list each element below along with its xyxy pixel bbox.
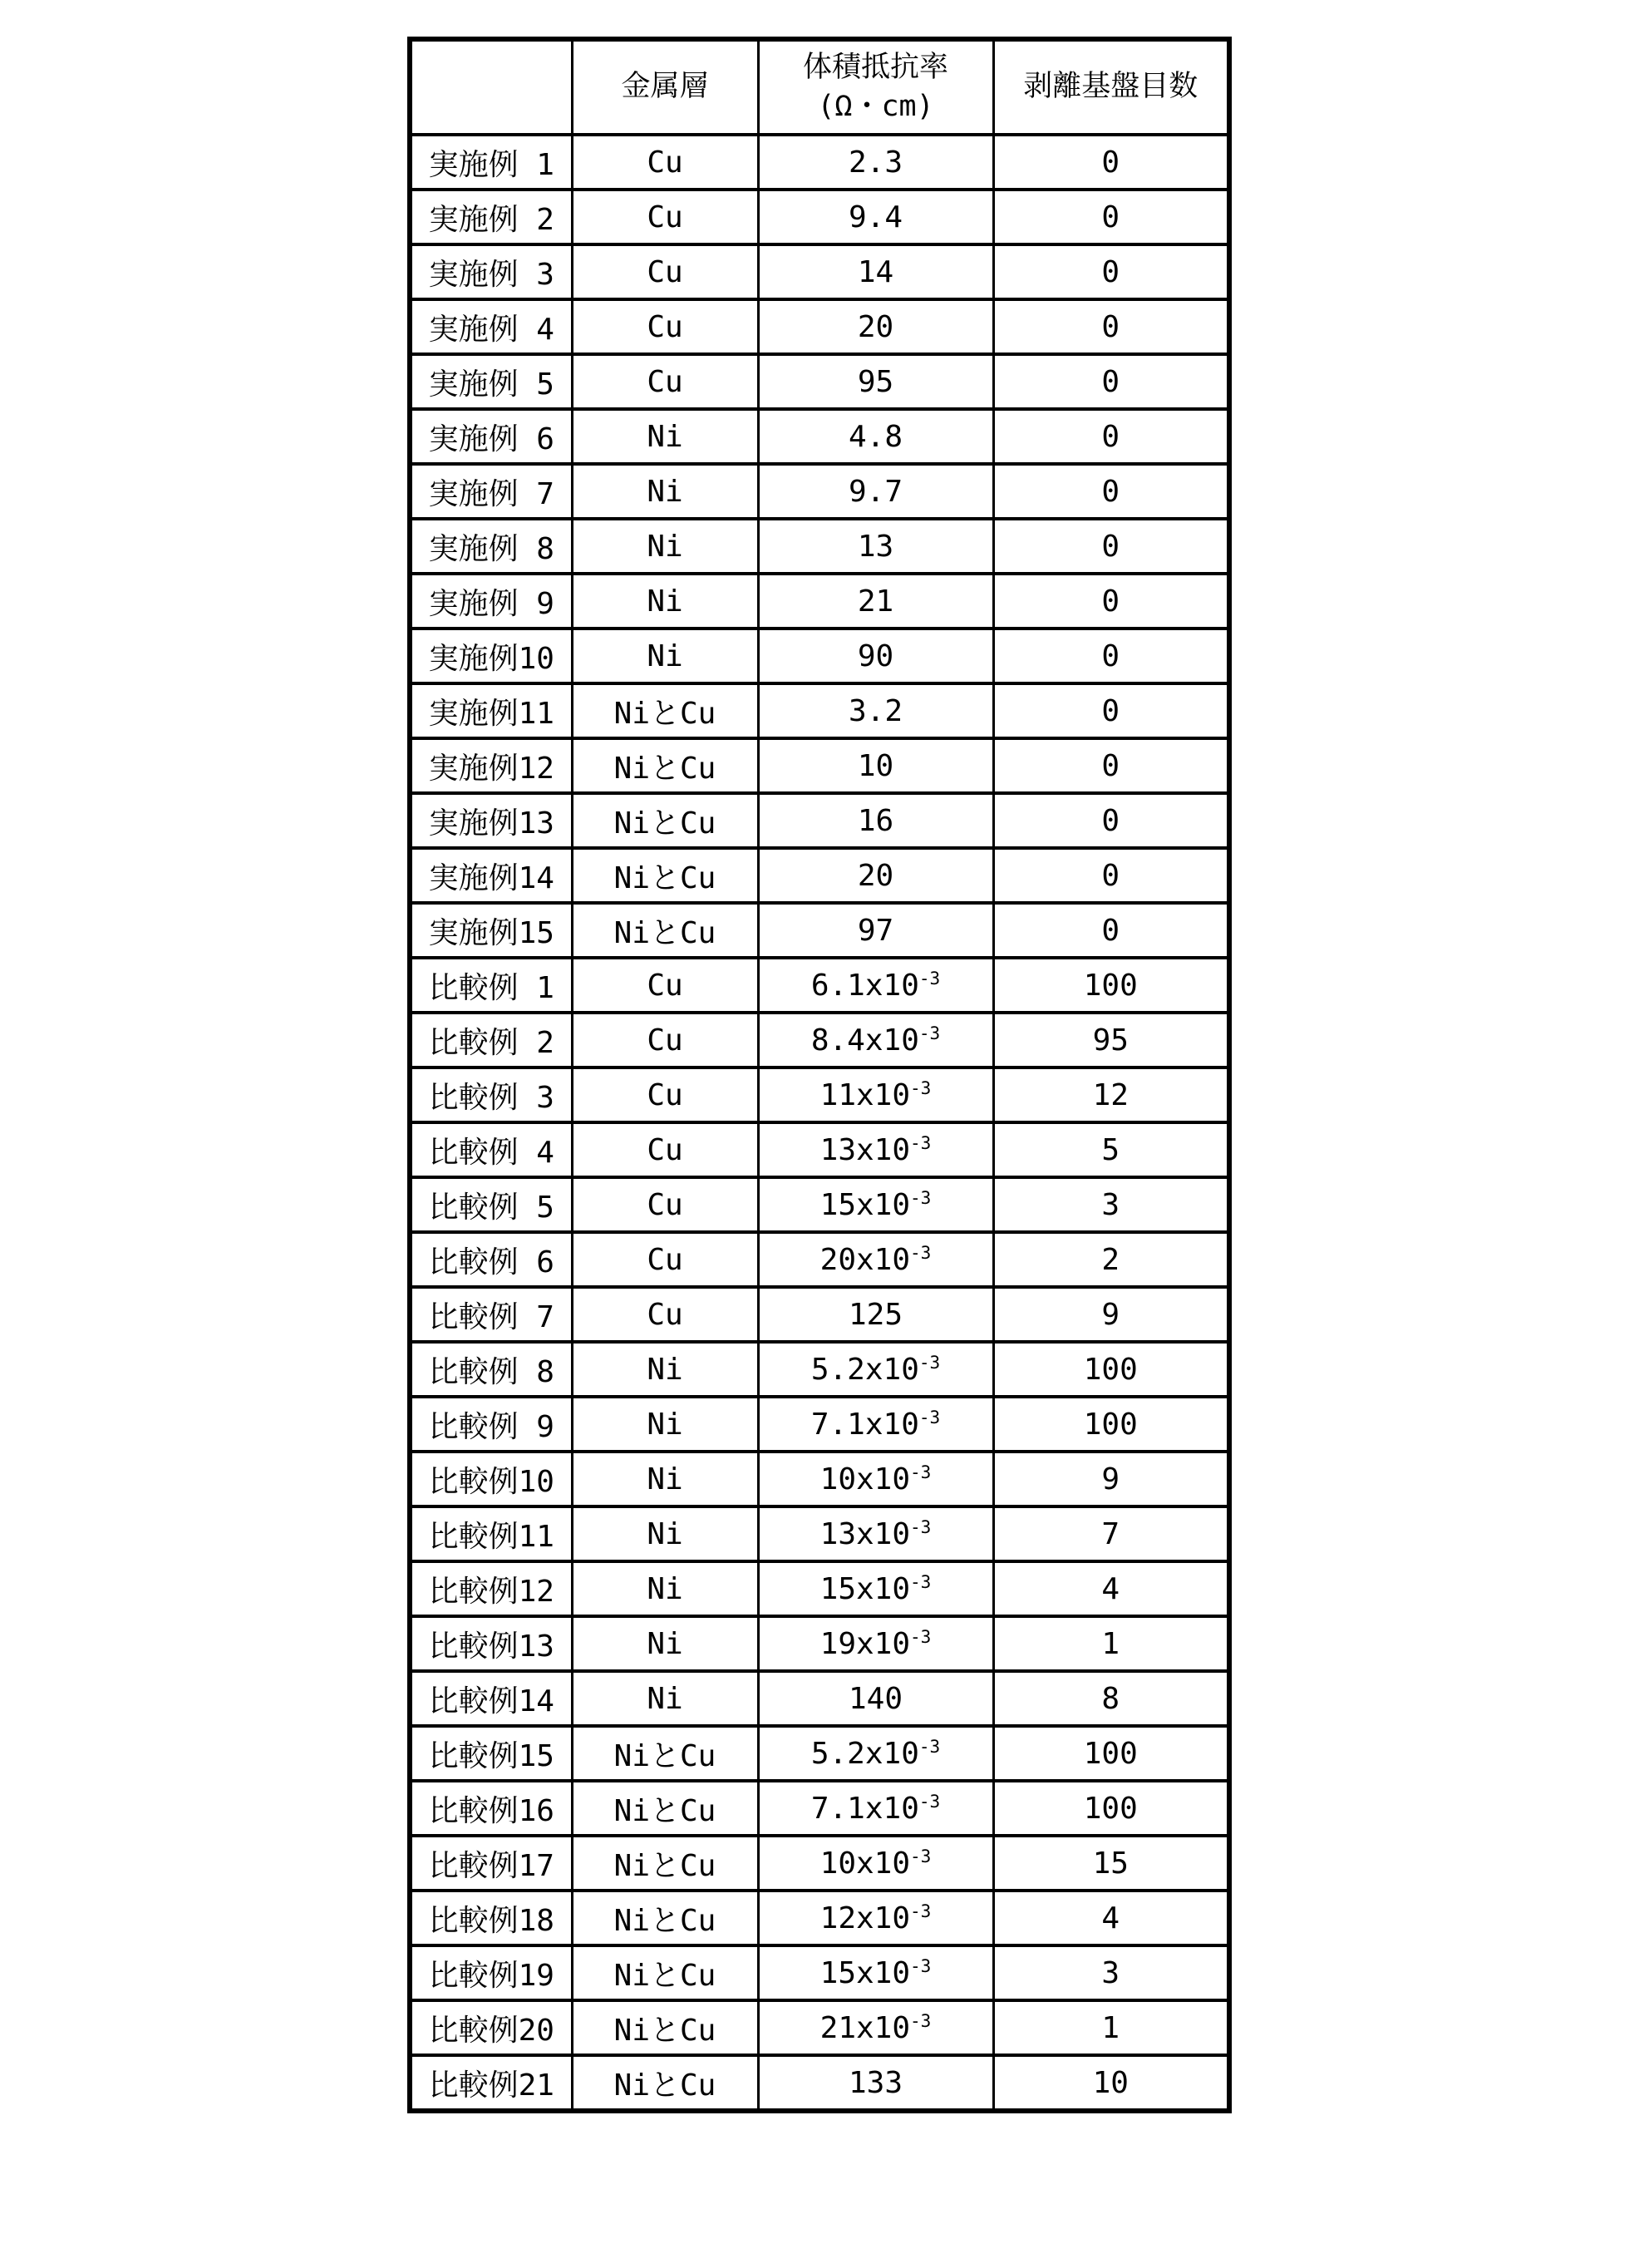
- metal-layer-cell: Ni: [572, 464, 758, 519]
- resistivity-cell: $12x10^{-3}$: [758, 1891, 993, 1945]
- peel-count-cell: 0: [993, 848, 1229, 903]
- metal-layer-cell: NiとCu: [572, 2000, 758, 2055]
- table-row: [410, 574, 1229, 629]
- resistivity-cell: 90: [758, 629, 993, 683]
- resistivity-exponent: -3: [910, 1242, 932, 1263]
- peel-count-cell: 10: [993, 2055, 1229, 2111]
- resistivity-cell: 133: [758, 2055, 993, 2111]
- resistivity-exponent: -3: [910, 1516, 932, 1537]
- peel-count-cell: 3: [993, 1177, 1229, 1232]
- row-label-cell: 実施例10: [410, 629, 572, 683]
- peel-count-cell: 0: [993, 574, 1229, 629]
- metal-layer-cell: Cu: [572, 1177, 758, 1232]
- resistivity-cell: 4.8: [758, 409, 993, 464]
- metal-layer-cell: NiとCu: [572, 1836, 758, 1891]
- row-label-cell: 比較例 1: [410, 958, 572, 1013]
- table-row: [410, 1287, 1229, 1342]
- row-label-cell: 比較例13: [410, 1616, 572, 1671]
- resistivity-cell: 21: [758, 574, 993, 629]
- table-row: [410, 519, 1229, 574]
- peel-count-cell: 1: [993, 2000, 1229, 2055]
- row-label-cell: 比較例 2: [410, 1013, 572, 1067]
- metal-layer-cell: NiとCu: [572, 848, 758, 903]
- row-label-cell: 比較例19: [410, 1945, 572, 2000]
- row-label-cell: 比較例20: [410, 2000, 572, 2055]
- volume-resistivity-title: 体積抵抗率: [802, 50, 948, 84]
- peel-count-cell: 12: [993, 1067, 1229, 1122]
- volume-resistivity-unit: (Ω・cm): [817, 90, 934, 123]
- peel-count-cell: 15: [993, 1836, 1229, 1891]
- resistivity-cell: 10: [758, 738, 993, 793]
- resistivity-cell: 20: [758, 299, 993, 354]
- row-label-cell: 比較例 4: [410, 1122, 572, 1177]
- metal-layer-cell: NiとCu: [572, 793, 758, 848]
- peel-count-cell: 100: [993, 1781, 1229, 1836]
- table-row: [410, 299, 1229, 354]
- metal-layer-cell: Cu: [572, 1287, 758, 1342]
- table-row: [410, 848, 1229, 903]
- row-label-cell: 比較例11: [410, 1506, 572, 1561]
- resistivity-exponent: -3: [910, 1571, 932, 1592]
- table-row: [410, 1781, 1229, 1836]
- peel-count-cell: 0: [993, 299, 1229, 354]
- peel-count-cell: 4: [993, 1891, 1229, 1945]
- metal-layer-cell: Cu: [572, 299, 758, 354]
- table-row: [410, 409, 1229, 464]
- table-row: [410, 958, 1229, 1013]
- peel-count-cell: 2: [993, 1232, 1229, 1287]
- resistivity-cell: $15x10^{-3}$: [758, 1177, 993, 1232]
- resistivity-cell: $13x10^{-3}$: [758, 1122, 993, 1177]
- table-row: [410, 629, 1229, 683]
- table-row: [410, 2055, 1229, 2111]
- resistivity-cell: $7.1x10^{-3}$: [758, 1781, 993, 1836]
- row-label-cell: 実施例 3: [410, 244, 572, 299]
- resistivity-exponent: -3: [910, 1901, 932, 1921]
- resistivity-cell: $15x10^{-3}$: [758, 1945, 993, 2000]
- table-row: [410, 1671, 1229, 1726]
- row-label-cell: 実施例 7: [410, 464, 572, 519]
- resistivity-cell: 125: [758, 1287, 993, 1342]
- resistivity-exponent: -3: [910, 1077, 932, 1098]
- metal-layer-cell: Cu: [572, 135, 758, 190]
- table-row: [410, 1452, 1229, 1506]
- peel-count-cell: 100: [993, 1397, 1229, 1452]
- row-label-cell: 比較例15: [410, 1726, 572, 1781]
- table-row: [410, 244, 1229, 299]
- metal-layer-cell: Cu: [572, 958, 758, 1013]
- resistivity-exponent: -3: [918, 1736, 941, 1757]
- peel-count-cell: 7: [993, 1506, 1229, 1561]
- table-row: [410, 793, 1229, 848]
- metal-layer-cell: Cu: [572, 244, 758, 299]
- resistivity-cell: $19x10^{-3}$: [758, 1616, 993, 1671]
- metal-layer-cell: Cu: [572, 1232, 758, 1287]
- peel-count-cell: 100: [993, 1726, 1229, 1781]
- peel-count-cell: 0: [993, 683, 1229, 738]
- resistivity-cell: $15x10^{-3}$: [758, 1561, 993, 1616]
- row-label-cell: 比較例12: [410, 1561, 572, 1616]
- table-row: [410, 1836, 1229, 1891]
- resistivity-exponent: -3: [910, 1626, 932, 1647]
- metal-layer-cell: Ni: [572, 409, 758, 464]
- peel-count-cell: 9: [993, 1287, 1229, 1342]
- resistivity-cell: 3.2: [758, 683, 993, 738]
- table-row: [410, 1122, 1229, 1177]
- peel-count-cell: 0: [993, 354, 1229, 409]
- resistivity-exponent: -3: [918, 1352, 941, 1373]
- row-label-cell: 比較例18: [410, 1891, 572, 1945]
- resistivity-cell: 14: [758, 244, 993, 299]
- table-row: [410, 1616, 1229, 1671]
- header-row: [410, 39, 1229, 135]
- peel-count-cell: 0: [993, 629, 1229, 683]
- row-label-cell: 比較例 5: [410, 1177, 572, 1232]
- resistivity-exponent: -3: [918, 1023, 941, 1043]
- metal-layer-cell: NiとCu: [572, 1891, 758, 1945]
- metal-layer-cell: Ni: [572, 1561, 758, 1616]
- peel-count-cell: 95: [993, 1013, 1229, 1067]
- table-row: [410, 1506, 1229, 1561]
- metal-layer-cell: Ni: [572, 629, 758, 683]
- table-row: [410, 1561, 1229, 1616]
- col-header-volume-resistivity: [758, 39, 993, 135]
- resistivity-cell: $8.4x10^{-3}$: [758, 1013, 993, 1067]
- table-row: [410, 135, 1229, 190]
- peel-count-cell: 9: [993, 1452, 1229, 1506]
- metal-layer-cell: Cu: [572, 354, 758, 409]
- table-row: [410, 738, 1229, 793]
- row-label-cell: 実施例11: [410, 683, 572, 738]
- peel-count-cell: 100: [993, 958, 1229, 1013]
- table-row: [410, 683, 1229, 738]
- peel-count-cell: 3: [993, 1945, 1229, 2000]
- resistivity-exponent: -3: [910, 1462, 932, 1482]
- table-row: [410, 1342, 1229, 1397]
- metal-layer-cell: Cu: [572, 1013, 758, 1067]
- resistivity-exponent: -3: [910, 2010, 932, 2031]
- resistivity-cell: $5.2x10^{-3}$: [758, 1342, 993, 1397]
- metal-layer-cell: NiとCu: [572, 683, 758, 738]
- row-label-cell: 実施例15: [410, 903, 572, 958]
- peel-count-cell: 5: [993, 1122, 1229, 1177]
- table-row: [410, 1232, 1229, 1287]
- peel-count-cell: 0: [993, 244, 1229, 299]
- resistivity-cell: $5.2x10^{-3}$: [758, 1726, 993, 1781]
- table-row: [410, 1177, 1229, 1232]
- metal-layer-cell: Ni: [572, 1671, 758, 1726]
- corner-cell: [410, 39, 572, 135]
- peel-count-cell: 4: [993, 1561, 1229, 1616]
- row-label-cell: 比較例14: [410, 1671, 572, 1726]
- metal-layer-cell: Ni: [572, 519, 758, 574]
- peel-count-cell: 0: [993, 903, 1229, 958]
- row-label-cell: 比較例17: [410, 1836, 572, 1891]
- resistivity-cell: 97: [758, 903, 993, 958]
- col-header-metal-layer: 金属層: [572, 39, 758, 135]
- resistivity-cell: $10x10^{-3}$: [758, 1452, 993, 1506]
- metal-layer-cell: NiとCu: [572, 1781, 758, 1836]
- metal-layer-cell: Cu: [572, 1122, 758, 1177]
- metal-layer-cell: NiとCu: [572, 1945, 758, 2000]
- table-row: [410, 903, 1229, 958]
- row-label-cell: 実施例 9: [410, 574, 572, 629]
- metal-layer-cell: NiとCu: [572, 903, 758, 958]
- table-row: [410, 464, 1229, 519]
- resistivity-cell: $21x10^{-3}$: [758, 2000, 993, 2055]
- metal-layer-cell: NiとCu: [572, 1726, 758, 1781]
- resistivity-exponent: -3: [918, 1407, 941, 1427]
- resistivity-cell: $11x10^{-3}$: [758, 1067, 993, 1122]
- table-row: [410, 1945, 1229, 2000]
- table-row: [410, 1726, 1229, 1781]
- peel-count-cell: 0: [993, 135, 1229, 190]
- resistivity-exponent: -3: [910, 1187, 932, 1208]
- peel-count-cell: 0: [993, 190, 1229, 244]
- peel-count-cell: 0: [993, 519, 1229, 574]
- row-label-cell: 比較例 3: [410, 1067, 572, 1122]
- metal-layer-cell: Cu: [572, 1067, 758, 1122]
- row-label-cell: 実施例 2: [410, 190, 572, 244]
- resistivity-cell: 95: [758, 354, 993, 409]
- row-label-cell: 比較例 8: [410, 1342, 572, 1397]
- metal-layer-cell: Ni: [572, 1397, 758, 1452]
- results-table: [407, 37, 1232, 2113]
- table-row: [410, 2000, 1229, 2055]
- row-label-cell: 実施例 8: [410, 519, 572, 574]
- resistivity-cell: 9.7: [758, 464, 993, 519]
- metal-layer-cell: NiとCu: [572, 738, 758, 793]
- metal-layer-cell: Ni: [572, 1616, 758, 1671]
- resistivity-exponent: -3: [910, 1955, 932, 1976]
- row-label-cell: 実施例 6: [410, 409, 572, 464]
- resistivity-cell: 9.4: [758, 190, 993, 244]
- metal-layer-cell: Ni: [572, 574, 758, 629]
- resistivity-cell: 20: [758, 848, 993, 903]
- resistivity-exponent: -3: [918, 1791, 941, 1812]
- col-header-peel-grid-count: 剥離基盤目数: [993, 39, 1229, 135]
- metal-layer-cell: Ni: [572, 1452, 758, 1506]
- metal-layer-cell: Ni: [572, 1342, 758, 1397]
- row-label-cell: 比較例21: [410, 2055, 572, 2111]
- peel-count-cell: 1: [993, 1616, 1229, 1671]
- resistivity-cell: 13: [758, 519, 993, 574]
- row-label-cell: 実施例 5: [410, 354, 572, 409]
- row-label-cell: 実施例13: [410, 793, 572, 848]
- metal-layer-cell: Cu: [572, 190, 758, 244]
- table-row: [410, 190, 1229, 244]
- peel-count-cell: 8: [993, 1671, 1229, 1726]
- table-row: [410, 1013, 1229, 1067]
- peel-count-cell: 0: [993, 464, 1229, 519]
- row-label-cell: 比較例 9: [410, 1397, 572, 1452]
- row-label-cell: 比較例 7: [410, 1287, 572, 1342]
- results-table-container: [407, 37, 1232, 2113]
- resistivity-cell: 16: [758, 793, 993, 848]
- table-row: [410, 354, 1229, 409]
- row-label-cell: 実施例12: [410, 738, 572, 793]
- table-body: [410, 135, 1229, 2111]
- resistivity-cell: $7.1x10^{-3}$: [758, 1397, 993, 1452]
- row-label-cell: 実施例 4: [410, 299, 572, 354]
- peel-count-cell: 0: [993, 409, 1229, 464]
- peel-count-cell: 0: [993, 738, 1229, 793]
- row-label-cell: 比較例10: [410, 1452, 572, 1506]
- table-row: [410, 1891, 1229, 1945]
- resistivity-cell: $20x10^{-3}$: [758, 1232, 993, 1287]
- peel-count-cell: 100: [993, 1342, 1229, 1397]
- resistivity-cell: $6.1x10^{-3}$: [758, 958, 993, 1013]
- metal-layer-cell: NiとCu: [572, 2055, 758, 2111]
- metal-layer-cell: Ni: [572, 1506, 758, 1561]
- row-label-cell: 比較例16: [410, 1781, 572, 1836]
- row-label-cell: 実施例 1: [410, 135, 572, 190]
- table-row: [410, 1397, 1229, 1452]
- table-row: [410, 1067, 1229, 1122]
- resistivity-cell: $13x10^{-3}$: [758, 1506, 993, 1561]
- resistivity-exponent: -3: [918, 968, 941, 989]
- row-label-cell: 実施例14: [410, 848, 572, 903]
- resistivity-exponent: -3: [910, 1846, 932, 1866]
- resistivity-cell: 2.3: [758, 135, 993, 190]
- row-label-cell: 比較例 6: [410, 1232, 572, 1287]
- resistivity-cell: $10x10^{-3}$: [758, 1836, 993, 1891]
- resistivity-exponent: -3: [910, 1132, 932, 1153]
- peel-count-cell: 0: [993, 793, 1229, 848]
- resistivity-cell: 140: [758, 1671, 993, 1726]
